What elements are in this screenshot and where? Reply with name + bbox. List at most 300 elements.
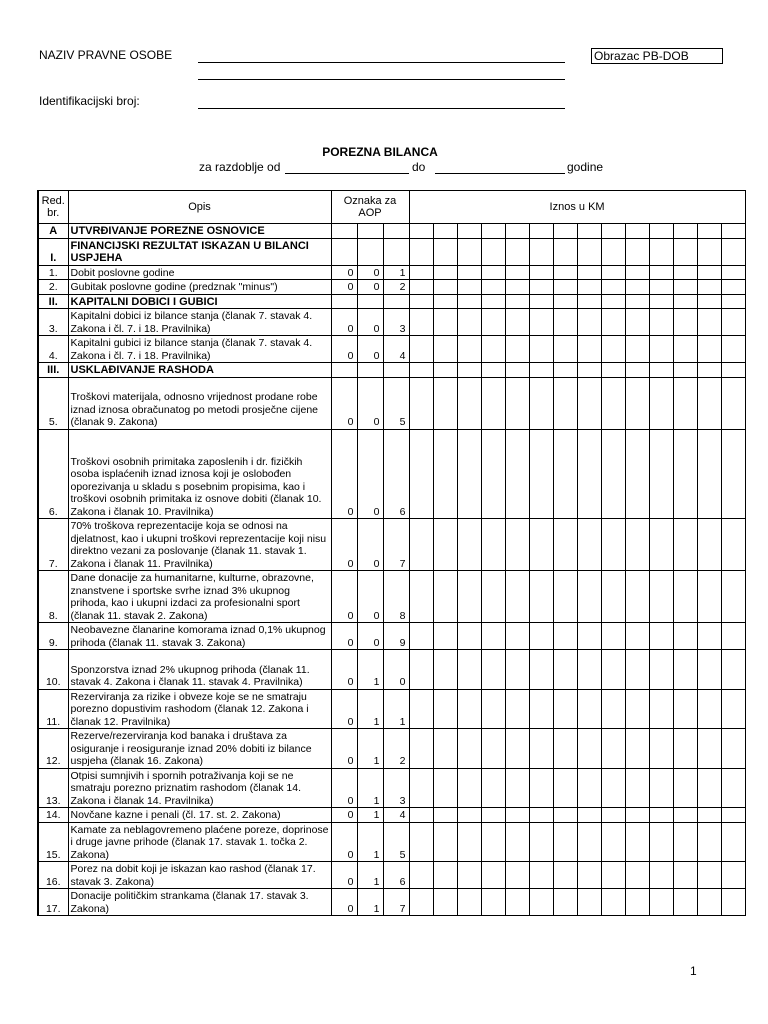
amount-digit-cell[interactable] xyxy=(625,862,649,889)
amount-digit-cell[interactable] xyxy=(649,363,673,378)
amount-digit-cell[interactable] xyxy=(505,650,529,690)
amount-digit-cell[interactable] xyxy=(697,309,721,336)
amount-digit-cell[interactable] xyxy=(529,238,553,265)
amount-digit-cell[interactable] xyxy=(433,650,457,690)
amount-digit-cell[interactable] xyxy=(625,729,649,769)
amount-digit-cell[interactable] xyxy=(601,571,625,623)
amount-digit-cell[interactable] xyxy=(553,571,577,623)
amount-digit-cell[interactable] xyxy=(481,238,505,265)
amount-digit-cell[interactable] xyxy=(481,889,505,916)
amount-digit-cell[interactable] xyxy=(577,429,601,519)
amount-digit-cell[interactable] xyxy=(601,519,625,571)
amount-digit-cell[interactable] xyxy=(577,689,601,729)
amount-digit-cell[interactable] xyxy=(721,519,745,571)
amount-digit-cell[interactable] xyxy=(577,265,601,280)
amount-digit-cell[interactable] xyxy=(529,429,553,519)
amount-digit-cell[interactable] xyxy=(433,689,457,729)
amount-digit-cell[interactable] xyxy=(697,689,721,729)
amount-digit-cell[interactable] xyxy=(697,650,721,690)
amount-digit-cell[interactable] xyxy=(409,363,433,378)
aop-digit-cell: 0 xyxy=(331,336,357,363)
amount-digit-cell[interactable] xyxy=(505,309,529,336)
amount-digit-cell[interactable] xyxy=(433,429,457,519)
amount-digit-cell[interactable] xyxy=(673,729,697,769)
amount-digit-cell[interactable] xyxy=(457,280,481,295)
amount-digit-cell[interactable] xyxy=(529,294,553,309)
amount-digit-cell[interactable] xyxy=(577,729,601,769)
amount-digit-cell[interactable] xyxy=(433,862,457,889)
amount-digit-cell[interactable] xyxy=(625,822,649,862)
amount-digit-cell[interactable] xyxy=(505,822,529,862)
amount-digit-cell[interactable] xyxy=(673,623,697,650)
amount-digit-cell[interactable] xyxy=(697,336,721,363)
amount-digit-cell[interactable] xyxy=(625,519,649,571)
amount-digit-cell[interactable] xyxy=(625,377,649,429)
amount-digit-cell[interactable] xyxy=(601,822,625,862)
amount-digit-cell[interactable] xyxy=(481,623,505,650)
amount-digit-cell[interactable] xyxy=(529,822,553,862)
amount-digit-cell[interactable] xyxy=(505,224,529,239)
amount-digit-cell[interactable] xyxy=(481,377,505,429)
amount-digit-cell[interactable] xyxy=(697,238,721,265)
amount-digit-cell[interactable] xyxy=(697,294,721,309)
amount-digit-cell[interactable] xyxy=(409,429,433,519)
amount-digit-cell[interactable] xyxy=(649,768,673,808)
amount-digit-cell[interactable] xyxy=(433,808,457,823)
amount-digit-cell[interactable] xyxy=(601,280,625,295)
amount-digit-cell[interactable] xyxy=(673,238,697,265)
amount-digit-cell[interactable] xyxy=(457,519,481,571)
amount-digit-cell[interactable] xyxy=(457,377,481,429)
amount-digit-cell[interactable] xyxy=(409,623,433,650)
amount-digit-cell[interactable] xyxy=(601,729,625,769)
amount-digit-cell[interactable] xyxy=(577,808,601,823)
amount-digit-cell[interactable] xyxy=(457,889,481,916)
amount-digit-cell[interactable] xyxy=(601,377,625,429)
amount-digit-cell[interactable] xyxy=(433,822,457,862)
amount-digit-cell[interactable] xyxy=(601,862,625,889)
amount-digit-cell[interactable] xyxy=(481,336,505,363)
amount-digit-cell[interactable] xyxy=(625,889,649,916)
amount-digit-cell[interactable] xyxy=(625,623,649,650)
amount-digit-cell[interactable] xyxy=(577,280,601,295)
amount-digit-cell[interactable] xyxy=(409,650,433,690)
amount-digit-cell[interactable] xyxy=(625,650,649,690)
amount-digit-cell[interactable] xyxy=(481,280,505,295)
amount-digit-cell[interactable] xyxy=(553,377,577,429)
amount-digit-cell[interactable] xyxy=(505,689,529,729)
amount-digit-cell[interactable] xyxy=(505,571,529,623)
amount-digit-cell[interactable] xyxy=(601,336,625,363)
amount-digit-cell[interactable] xyxy=(529,265,553,280)
amount-digit-cell[interactable] xyxy=(481,571,505,623)
amount-digit-cell[interactable] xyxy=(481,729,505,769)
amount-digit-cell[interactable] xyxy=(577,822,601,862)
amount-digit-cell[interactable] xyxy=(649,429,673,519)
amount-digit-cell[interactable] xyxy=(721,768,745,808)
amount-digit-cell[interactable] xyxy=(577,309,601,336)
amount-digit-cell[interactable] xyxy=(649,623,673,650)
amount-digit-cell[interactable] xyxy=(457,768,481,808)
amount-digit-cell[interactable] xyxy=(649,862,673,889)
amount-digit-cell[interactable] xyxy=(721,689,745,729)
amount-digit-cell[interactable] xyxy=(529,808,553,823)
amount-digit-cell[interactable] xyxy=(577,519,601,571)
amount-digit-cell[interactable] xyxy=(457,224,481,239)
amount-digit-cell[interactable] xyxy=(697,429,721,519)
amount-digit-cell[interactable] xyxy=(673,862,697,889)
amount-digit-cell[interactable] xyxy=(673,768,697,808)
amount-digit-cell[interactable] xyxy=(697,265,721,280)
amount-digit-cell[interactable] xyxy=(553,294,577,309)
amount-digit-cell[interactable] xyxy=(529,377,553,429)
amount-digit-cell[interactable] xyxy=(697,280,721,295)
amount-digit-cell[interactable] xyxy=(721,265,745,280)
amount-digit-cell[interactable] xyxy=(457,729,481,769)
amount-digit-cell[interactable] xyxy=(577,650,601,690)
amount-digit-cell[interactable] xyxy=(721,238,745,265)
amount-digit-cell[interactable] xyxy=(409,768,433,808)
amount-digit-cell[interactable] xyxy=(457,363,481,378)
amount-digit-cell[interactable] xyxy=(649,519,673,571)
amount-digit-cell[interactable] xyxy=(481,265,505,280)
amount-digit-cell[interactable] xyxy=(697,729,721,769)
amount-digit-cell[interactable] xyxy=(433,336,457,363)
amount-digit-cell[interactable] xyxy=(529,862,553,889)
amount-digit-cell[interactable] xyxy=(409,729,433,769)
amount-digit-cell[interactable] xyxy=(409,280,433,295)
amount-digit-cell[interactable] xyxy=(721,889,745,916)
amount-digit-cell[interactable] xyxy=(577,862,601,889)
amount-digit-cell[interactable] xyxy=(553,862,577,889)
amount-digit-cell[interactable] xyxy=(673,650,697,690)
amount-digit-cell[interactable] xyxy=(433,571,457,623)
amount-digit-cell[interactable] xyxy=(625,309,649,336)
amount-digit-cell[interactable] xyxy=(457,571,481,623)
amount-digit-cell[interactable] xyxy=(505,363,529,378)
amount-digit-cell[interactable] xyxy=(577,623,601,650)
amount-digit-cell[interactable] xyxy=(553,336,577,363)
amount-digit-cell[interactable] xyxy=(649,309,673,336)
amount-digit-cell[interactable] xyxy=(433,294,457,309)
amount-digit-cell[interactable] xyxy=(649,808,673,823)
amount-digit-cell[interactable] xyxy=(673,429,697,519)
amount-digit-cell[interactable] xyxy=(481,689,505,729)
amount-digit-cell[interactable] xyxy=(409,808,433,823)
amount-digit-cell[interactable] xyxy=(457,336,481,363)
amount-digit-cell[interactable] xyxy=(697,363,721,378)
amount-digit-cell[interactable] xyxy=(433,519,457,571)
amount-digit-cell[interactable] xyxy=(553,429,577,519)
amount-digit-cell[interactable] xyxy=(481,363,505,378)
amount-digit-cell[interactable] xyxy=(433,729,457,769)
amount-digit-cell[interactable] xyxy=(457,265,481,280)
amount-digit-cell[interactable] xyxy=(721,280,745,295)
amount-digit-cell[interactable] xyxy=(697,377,721,429)
amount-digit-cell[interactable] xyxy=(457,689,481,729)
amount-digit-cell[interactable] xyxy=(553,238,577,265)
amount-digit-cell[interactable] xyxy=(529,650,553,690)
amount-digit-cell[interactable] xyxy=(625,363,649,378)
amount-digit-cell[interactable] xyxy=(433,889,457,916)
amount-digit-cell[interactable] xyxy=(433,768,457,808)
amount-digit-cell[interactable] xyxy=(457,238,481,265)
amount-digit-cell[interactable] xyxy=(505,519,529,571)
amount-digit-cell[interactable] xyxy=(433,238,457,265)
amount-digit-cell[interactable] xyxy=(577,238,601,265)
amount-digit-cell[interactable] xyxy=(721,224,745,239)
amount-digit-cell[interactable] xyxy=(409,377,433,429)
amount-digit-cell[interactable] xyxy=(529,689,553,729)
amount-digit-cell[interactable] xyxy=(481,429,505,519)
amount-digit-cell[interactable] xyxy=(553,768,577,808)
period-to-line[interactable] xyxy=(435,173,565,174)
amount-digit-cell[interactable] xyxy=(433,280,457,295)
amount-digit-cell[interactable] xyxy=(721,822,745,862)
amount-digit-cell[interactable] xyxy=(697,224,721,239)
amount-digit-cell[interactable] xyxy=(625,808,649,823)
amount-digit-cell[interactable] xyxy=(673,363,697,378)
amount-digit-cell[interactable] xyxy=(529,224,553,239)
amount-digit-cell[interactable] xyxy=(601,768,625,808)
amount-digit-cell[interactable] xyxy=(481,862,505,889)
amount-digit-cell[interactable] xyxy=(577,363,601,378)
amount-digit-cell[interactable] xyxy=(697,519,721,571)
amount-digit-cell[interactable] xyxy=(505,265,529,280)
amount-digit-cell[interactable] xyxy=(505,377,529,429)
amount-digit-cell[interactable] xyxy=(601,363,625,378)
amount-digit-cell[interactable] xyxy=(649,336,673,363)
amount-digit-cell[interactable] xyxy=(433,309,457,336)
amount-digit-cell[interactable] xyxy=(649,294,673,309)
amount-digit-cell[interactable] xyxy=(481,650,505,690)
amount-digit-cell[interactable] xyxy=(673,808,697,823)
amount-digit-cell[interactable] xyxy=(433,265,457,280)
amount-digit-cell[interactable] xyxy=(529,729,553,769)
amount-digit-cell[interactable] xyxy=(649,280,673,295)
amount-digit-cell[interactable] xyxy=(481,224,505,239)
amount-digit-cell[interactable] xyxy=(601,265,625,280)
amount-digit-cell[interactable] xyxy=(409,889,433,916)
amount-digit-cell[interactable] xyxy=(577,768,601,808)
amount-digit-cell[interactable] xyxy=(673,224,697,239)
amount-digit-cell[interactable] xyxy=(601,238,625,265)
amount-digit-cell[interactable] xyxy=(577,336,601,363)
amount-digit-cell[interactable] xyxy=(553,650,577,690)
amount-digit-cell[interactable] xyxy=(721,309,745,336)
amount-digit-cell[interactable] xyxy=(673,689,697,729)
amount-digit-cell[interactable] xyxy=(577,571,601,623)
amount-digit-cell[interactable] xyxy=(409,294,433,309)
amount-digit-cell[interactable] xyxy=(457,429,481,519)
amount-digit-cell[interactable] xyxy=(673,889,697,916)
amount-digit-cell[interactable] xyxy=(721,650,745,690)
amount-digit-cell[interactable] xyxy=(457,623,481,650)
amount-digit-cell[interactable] xyxy=(577,294,601,309)
amount-digit-cell[interactable] xyxy=(625,238,649,265)
amount-digit-cell[interactable] xyxy=(457,294,481,309)
amount-digit-cell[interactable] xyxy=(529,519,553,571)
amount-digit-cell[interactable] xyxy=(457,808,481,823)
amount-digit-cell[interactable] xyxy=(409,336,433,363)
amount-digit-cell[interactable] xyxy=(505,808,529,823)
amount-digit-cell[interactable] xyxy=(433,363,457,378)
amount-digit-cell[interactable] xyxy=(553,519,577,571)
amount-digit-cell[interactable] xyxy=(505,429,529,519)
amount-digit-cell[interactable] xyxy=(553,363,577,378)
amount-digit-cell[interactable] xyxy=(649,265,673,280)
amount-digit-cell[interactable] xyxy=(625,265,649,280)
amount-digit-cell[interactable] xyxy=(721,429,745,519)
amount-digit-cell[interactable] xyxy=(721,377,745,429)
amount-digit-cell[interactable] xyxy=(553,280,577,295)
amount-digit-cell[interactable] xyxy=(553,623,577,650)
amount-digit-cell[interactable] xyxy=(721,729,745,769)
amount-digit-cell[interactable] xyxy=(601,808,625,823)
amount-digit-cell[interactable] xyxy=(409,309,433,336)
amount-digit-cell[interactable] xyxy=(553,729,577,769)
amount-digit-cell[interactable] xyxy=(553,822,577,862)
amount-digit-cell[interactable] xyxy=(673,377,697,429)
amount-digit-cell[interactable] xyxy=(721,363,745,378)
amount-digit-cell[interactable] xyxy=(697,822,721,862)
amount-digit-cell[interactable] xyxy=(481,822,505,862)
entity-name-line-2[interactable] xyxy=(198,79,565,80)
amount-digit-cell[interactable] xyxy=(625,689,649,729)
amount-digit-cell[interactable] xyxy=(409,519,433,571)
amount-digit-cell[interactable] xyxy=(505,729,529,769)
amount-digit-cell[interactable] xyxy=(577,889,601,916)
amount-digit-cell[interactable] xyxy=(649,224,673,239)
amount-digit-cell[interactable] xyxy=(481,294,505,309)
amount-digit-cell[interactable] xyxy=(721,571,745,623)
amount-digit-cell[interactable] xyxy=(697,571,721,623)
amount-digit-cell[interactable] xyxy=(601,224,625,239)
amount-digit-cell[interactable] xyxy=(529,623,553,650)
amount-digit-cell[interactable] xyxy=(697,889,721,916)
amount-digit-cell[interactable] xyxy=(649,650,673,690)
amount-digit-cell[interactable] xyxy=(697,808,721,823)
amount-digit-cell[interactable] xyxy=(529,889,553,916)
amount-digit-cell[interactable] xyxy=(505,862,529,889)
amount-digit-cell[interactable] xyxy=(481,768,505,808)
amount-digit-cell[interactable] xyxy=(553,309,577,336)
amount-digit-cell[interactable] xyxy=(409,265,433,280)
amount-digit-cell[interactable] xyxy=(673,822,697,862)
amount-digit-cell[interactable] xyxy=(673,309,697,336)
amount-digit-cell[interactable] xyxy=(457,822,481,862)
amount-digit-cell[interactable] xyxy=(625,294,649,309)
amount-digit-cell[interactable] xyxy=(721,808,745,823)
amount-digit-cell[interactable] xyxy=(625,768,649,808)
amount-digit-cell[interactable] xyxy=(529,309,553,336)
amount-digit-cell[interactable] xyxy=(649,571,673,623)
amount-digit-cell[interactable] xyxy=(553,889,577,916)
amount-digit-cell[interactable] xyxy=(409,862,433,889)
amount-digit-cell[interactable] xyxy=(673,265,697,280)
amount-digit-cell[interactable] xyxy=(601,689,625,729)
amount-digit-cell[interactable] xyxy=(649,238,673,265)
amount-digit-cell[interactable] xyxy=(529,280,553,295)
amount-digit-cell[interactable] xyxy=(409,238,433,265)
amount-digit-cell[interactable] xyxy=(505,280,529,295)
amount-digit-cell[interactable] xyxy=(601,889,625,916)
amount-digit-cell[interactable] xyxy=(625,429,649,519)
amount-digit-cell[interactable] xyxy=(601,294,625,309)
amount-digit-cell[interactable] xyxy=(505,336,529,363)
amount-digit-cell[interactable] xyxy=(481,519,505,571)
amount-digit-cell[interactable] xyxy=(649,689,673,729)
amount-digit-cell[interactable] xyxy=(601,309,625,336)
amount-digit-cell[interactable] xyxy=(721,623,745,650)
amount-digit-cell[interactable] xyxy=(433,224,457,239)
amount-digit-cell[interactable] xyxy=(505,238,529,265)
amount-digit-cell[interactable] xyxy=(625,336,649,363)
amount-digit-cell[interactable] xyxy=(529,768,553,808)
amount-digit-cell[interactable] xyxy=(601,623,625,650)
amount-digit-cell[interactable] xyxy=(673,571,697,623)
amount-digit-cell[interactable] xyxy=(649,729,673,769)
amount-digit-cell[interactable] xyxy=(529,336,553,363)
amount-digit-cell[interactable] xyxy=(409,571,433,623)
amount-digit-cell[interactable] xyxy=(697,768,721,808)
id-number-line[interactable] xyxy=(198,108,565,109)
amount-digit-cell[interactable] xyxy=(433,623,457,650)
amount-digit-cell[interactable] xyxy=(625,280,649,295)
amount-digit-cell[interactable] xyxy=(625,224,649,239)
amount-digit-cell[interactable] xyxy=(529,571,553,623)
amount-digit-cell[interactable] xyxy=(601,650,625,690)
amount-digit-cell[interactable] xyxy=(721,336,745,363)
amount-digit-cell[interactable] xyxy=(529,363,553,378)
amount-digit-cell[interactable] xyxy=(577,224,601,239)
amount-digit-cell[interactable] xyxy=(481,309,505,336)
amount-digit-cell[interactable] xyxy=(553,808,577,823)
amount-digit-cell[interactable] xyxy=(649,822,673,862)
amount-digit-cell[interactable] xyxy=(577,377,601,429)
amount-digit-cell[interactable] xyxy=(649,889,673,916)
amount-digit-cell[interactable] xyxy=(553,689,577,729)
amount-digit-cell[interactable] xyxy=(409,822,433,862)
amount-digit-cell[interactable] xyxy=(673,519,697,571)
amount-digit-cell[interactable] xyxy=(457,650,481,690)
amount-digit-cell[interactable] xyxy=(697,862,721,889)
amount-digit-cell[interactable] xyxy=(673,294,697,309)
amount-digit-cell[interactable] xyxy=(697,623,721,650)
amount-digit-cell[interactable] xyxy=(625,571,649,623)
amount-digit-cell[interactable] xyxy=(505,889,529,916)
amount-digit-cell[interactable] xyxy=(553,224,577,239)
amount-digit-cell[interactable] xyxy=(721,294,745,309)
amount-digit-cell[interactable] xyxy=(433,377,457,429)
amount-digit-cell[interactable] xyxy=(601,429,625,519)
amount-digit-cell[interactable] xyxy=(505,768,529,808)
amount-digit-cell[interactable] xyxy=(481,808,505,823)
amount-digit-cell[interactable] xyxy=(649,377,673,429)
amount-digit-cell[interactable] xyxy=(457,862,481,889)
amount-digit-cell[interactable] xyxy=(409,689,433,729)
amount-digit-cell[interactable] xyxy=(505,623,529,650)
amount-digit-cell[interactable] xyxy=(457,309,481,336)
amount-digit-cell[interactable] xyxy=(409,224,433,239)
amount-digit-cell[interactable] xyxy=(553,265,577,280)
amount-digit-cell[interactable] xyxy=(673,280,697,295)
amount-digit-cell[interactable] xyxy=(673,336,697,363)
amount-digit-cell[interactable] xyxy=(721,862,745,889)
period-from-line[interactable] xyxy=(285,173,409,174)
amount-digit-cell[interactable] xyxy=(505,294,529,309)
entity-name-line-1[interactable] xyxy=(198,62,565,63)
